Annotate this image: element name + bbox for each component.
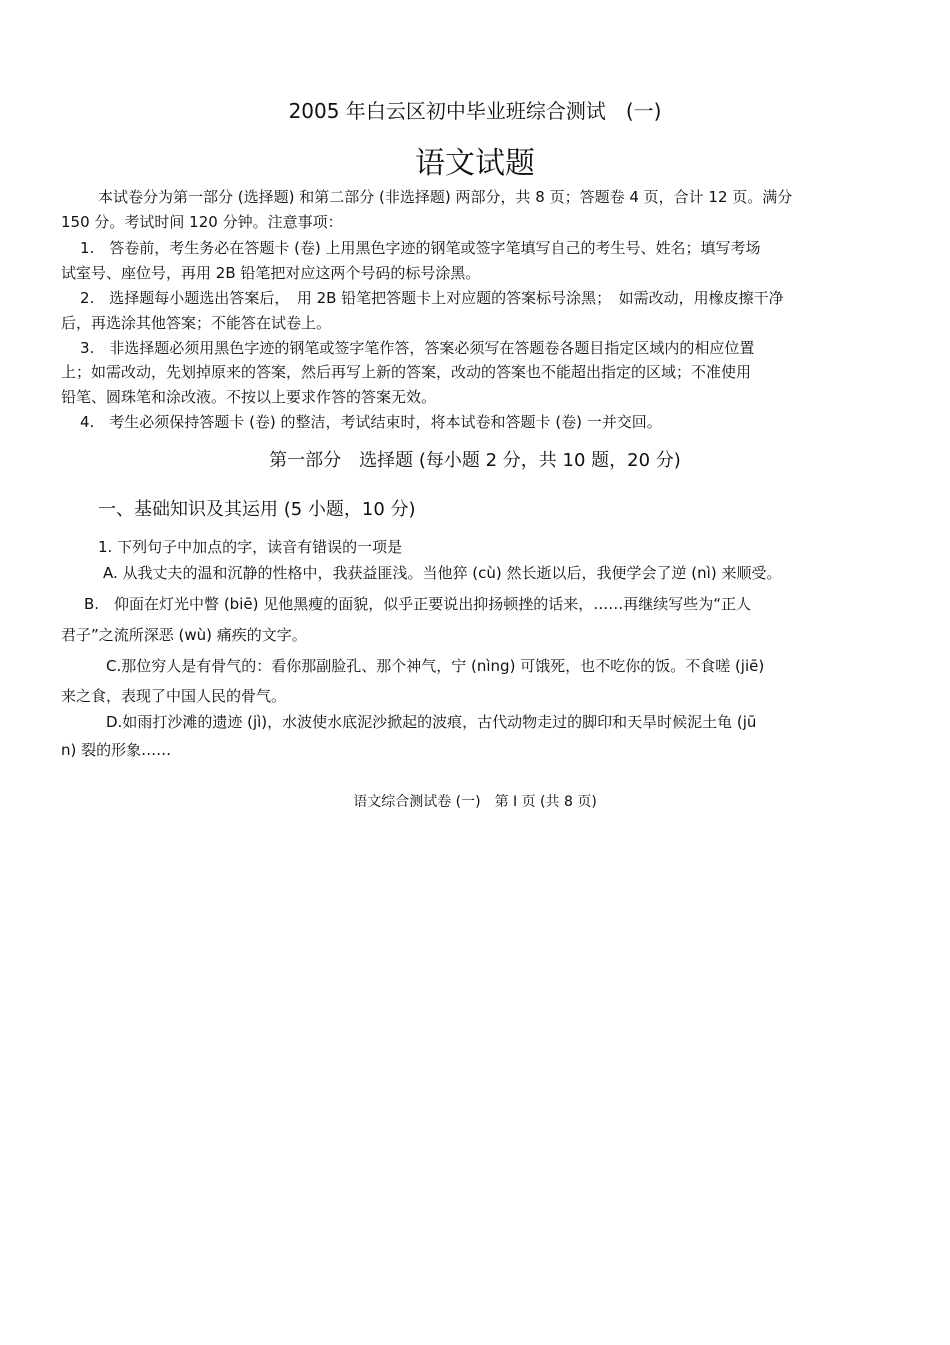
question-1-stem: 1. 下列句子中加点的字，读音有错误的一项是 xyxy=(98,538,403,556)
note-3-line-3: 铅笔、圆珠笔和涂改液。不按以上要求作答的答案无效。 xyxy=(61,388,437,406)
note-1-line-2: 试室号、座位号，再用 2B 铅笔把对应这两个号码的标号涂黑。 xyxy=(61,264,481,282)
page-footer: 语文综合测试卷 (一) 第 I 页 (共 8 页) xyxy=(353,794,597,810)
intro-line-2: 150 分。考试时间 120 分钟。注意事项： xyxy=(61,213,343,231)
note-2-line-2: 后，再选涂其他答案；不能答在试卷上。 xyxy=(61,314,332,332)
note-3-line-1: 3. 非选择题必须用黑色字迹的钢笔或签字笔作答，答案必须写在答题卷各题目指定区域内的相应位置 xyxy=(80,339,755,357)
question-1-option-c-line-1: C.那位穷人是有骨气的：看你那副脸孔、那个神气，宁 (nìng) 可饿死，也不吃你的饭。不食嗟 (jiē) xyxy=(106,657,765,675)
subject-title: 语文试题 xyxy=(415,146,535,181)
intro-line-1: 本试卷分为第一部分 (选择题) 和第二部分 (非选择题) 两部分，共 8 页；答题卷 4 页，合计 12 页。满分 xyxy=(98,188,793,206)
note-4-line-1: 4. 考生必须保持答题卡 (卷) 的整洁，考试结束时，将本试卷和答题卡 (卷) 一并交回。 xyxy=(80,413,662,431)
exam-title: 2005 年白云区初中毕业班综合测试 (一) xyxy=(288,99,662,123)
question-1-option-d-line-1: D.如雨打沙滩的遗迹 (jì)，水波使水底泥沙掀起的波痕，古代动物走过的脚印和天旱时候泥土龟 (jū xyxy=(106,713,757,731)
question-1-option-b-line-2: 君子”之流所深恶 (wù) 痛疾的文字。 xyxy=(61,626,307,644)
part-one-heading: 第一部分 选择题 (每小题 2 分，共 10 题，20 分) xyxy=(269,450,681,471)
note-1-line-1: 1. 答卷前，考生务必在答题卡 (卷) 上用黑色字迹的钢笔或签字笔填写自己的考生号、姓名；填写考场 xyxy=(80,239,761,257)
note-3-line-2: 上；如需改动，先划掉原来的答案，然后再写上新的答案，改动的答案也不能超出指定的区域；不准使用 xyxy=(61,363,752,381)
question-1-option-a: A. 从我丈夫的温和沉静的性格中，我获益匪浅。当他猝 (cù) 然长逝以后，我便学会了逆 (nì) 来顺受。 xyxy=(103,564,782,582)
question-1-option-d-line-2: n) 裂的形象…… xyxy=(61,741,172,759)
question-1-option-b-line-1: B. 仰面在灯光中瞥 (biē) 见他黑瘦的面貌，似乎正要说出抑扬顿挫的话来，……再继续写些为“正人 xyxy=(84,595,751,613)
note-2-line-1: 2. 选择题每小题选出答案后， 用 2B 铅笔把答题卡上对应题的答案标号涂黑； 如需改动，用橡皮擦干净 xyxy=(80,289,784,307)
section-one-heading: 一、基础知识及其运用 (5 小题，10 分) xyxy=(98,499,416,520)
question-1-option-c-line-2: 来之食，表现了中国人民的骨气。 xyxy=(61,687,287,705)
